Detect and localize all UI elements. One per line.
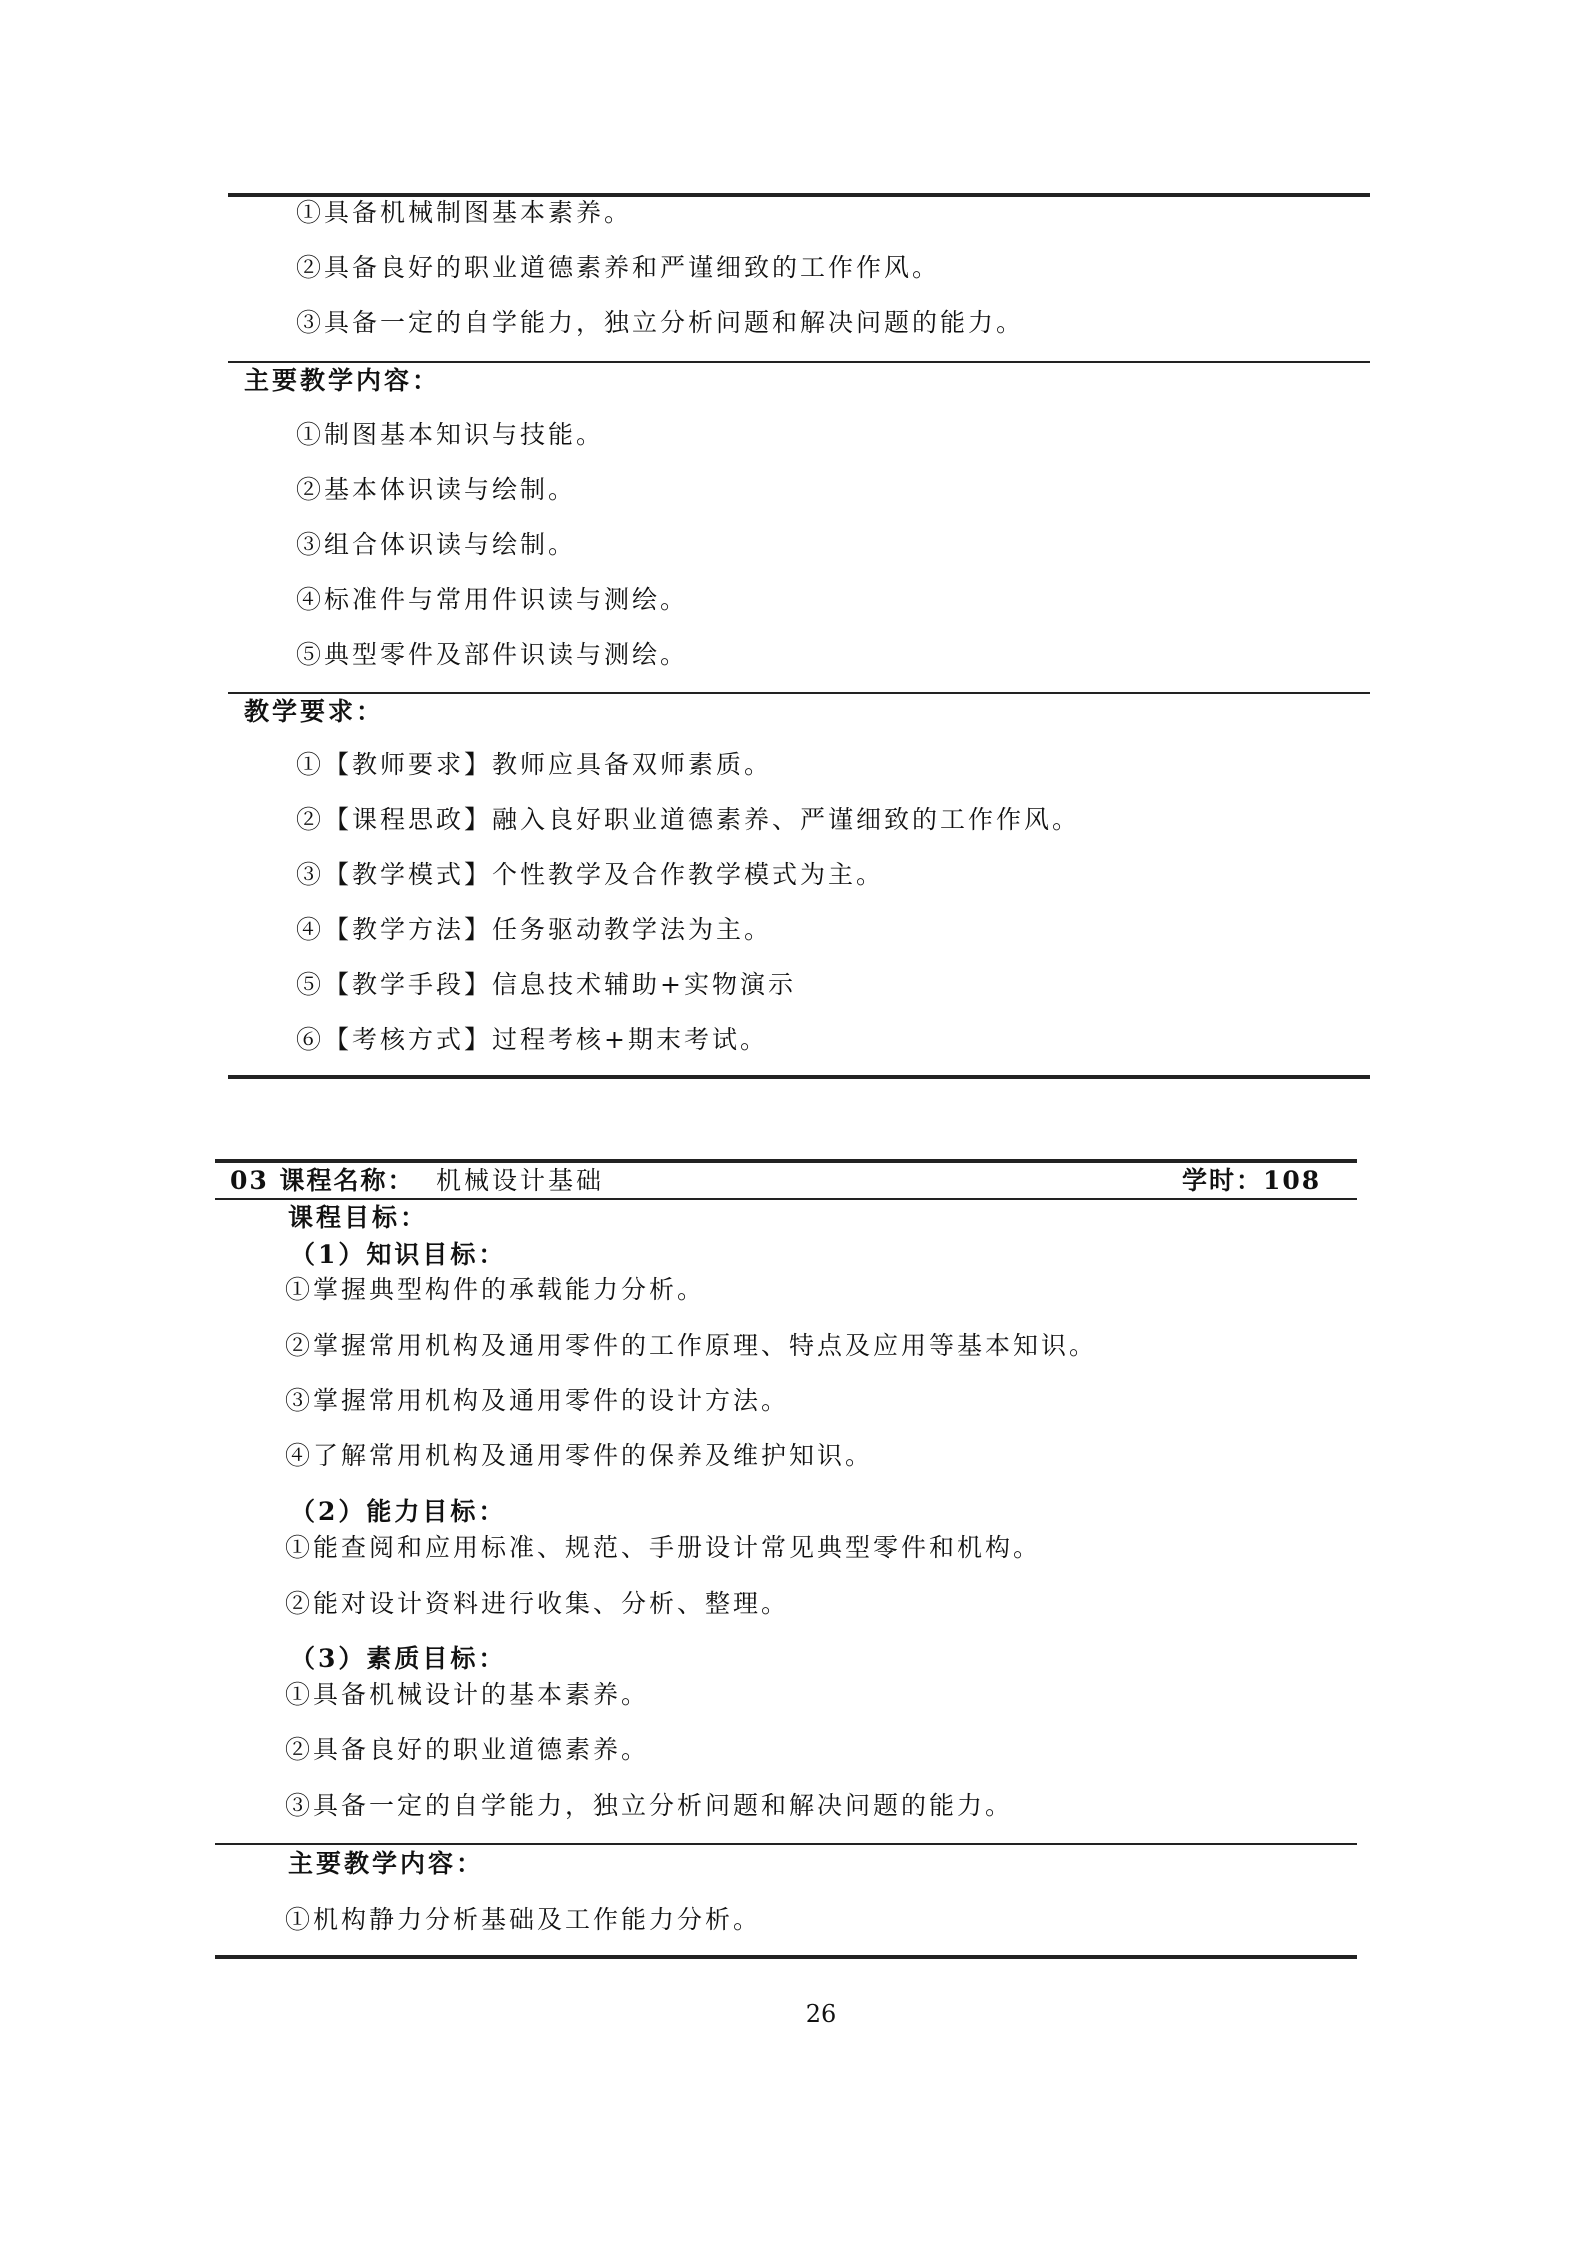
course-name-value: 机械设计基础 [436, 1166, 605, 1195]
content-item: ②基本体识读与绘制。 [296, 475, 577, 504]
course-top-rule [215, 1159, 1357, 1163]
requirement-item: ②【课程思政】融入良好职业道德素养、严谨细致的工作作风。 [296, 805, 1081, 834]
quality-item: ②具备良好的职业道德素养和严谨细致的工作作风。 [296, 253, 941, 282]
requirement-item: ①【教师要求】教师应具备双师素质。 [296, 750, 773, 779]
content-item: ③组合体识读与绘制。 [296, 530, 577, 559]
course-goal-heading: 课程目标： [288, 1203, 429, 1232]
page-number: 26 [805, 2000, 837, 2028]
course-name-label: 03 课程名称： [230, 1166, 415, 1195]
knowledge-item: ③掌握常用机构及通用零件的设计方法。 [285, 1386, 790, 1415]
course-content-heading: 主要教学内容： [288, 1849, 485, 1878]
quality-goal-heading: （3）素质目标： [290, 1644, 507, 1673]
section-heading-content: 主要教学内容： [244, 366, 441, 395]
content-item: ①制图基本知识与技能。 [296, 420, 605, 449]
section-divider [228, 361, 1370, 363]
knowledge-item: ②掌握常用机构及通用零件的工作原理、特点及应用等基本知识。 [285, 1331, 1098, 1360]
course-header-divider [215, 1198, 1357, 1200]
quality-item: ②具备良好的职业道德素养。 [285, 1735, 650, 1764]
requirement-item: ④【教学方法】任务驱动教学法为主。 [296, 915, 773, 944]
requirement-item: ③【教学模式】个性教学及合作教学模式为主。 [296, 860, 885, 889]
content-item: ④标准件与常用件识读与测绘。 [296, 585, 689, 614]
course-hours: 学时：108 [1182, 1166, 1322, 1195]
ability-goal-heading: （2）能力目标： [290, 1497, 507, 1526]
knowledge-item: ④了解常用机构及通用零件的保养及维护知识。 [285, 1441, 874, 1470]
quality-item: ①具备机械设计的基本素养。 [285, 1680, 650, 1709]
quality-item: ③具备一定的自学能力，独立分析问题和解决问题的能力。 [296, 308, 1025, 337]
knowledge-goal-heading: （1）知识目标： [290, 1240, 507, 1269]
knowledge-item: ①掌握典型构件的承载能力分析。 [285, 1275, 706, 1304]
requirement-item: ⑤【教学手段】信息技术辅助+实物演示 [296, 970, 796, 999]
table-bottom-rule [228, 1075, 1370, 1079]
quality-item: ①具备机械制图基本素养。 [296, 198, 633, 227]
requirement-item: ⑥【考核方式】过程考核+期末考试。 [296, 1025, 768, 1054]
content-item: ⑤典型零件及部件识读与测绘。 [296, 640, 689, 669]
table-top-rule [228, 193, 1370, 197]
section-heading-requirements: 教学要求： [244, 697, 385, 726]
ability-item: ①能查阅和应用标准、规范、手册设计常见典型零件和机构。 [285, 1533, 1042, 1562]
course-content-item: ①机构静力分析基础及工作能力分析。 [285, 1905, 762, 1934]
quality-item: ③具备一定的自学能力，独立分析问题和解决问题的能力。 [285, 1791, 1014, 1820]
section-divider [228, 692, 1370, 694]
course-bottom-rule [215, 1955, 1357, 1959]
section-divider [215, 1843, 1357, 1845]
ability-item: ②能对设计资料进行收集、分析、整理。 [285, 1589, 790, 1618]
